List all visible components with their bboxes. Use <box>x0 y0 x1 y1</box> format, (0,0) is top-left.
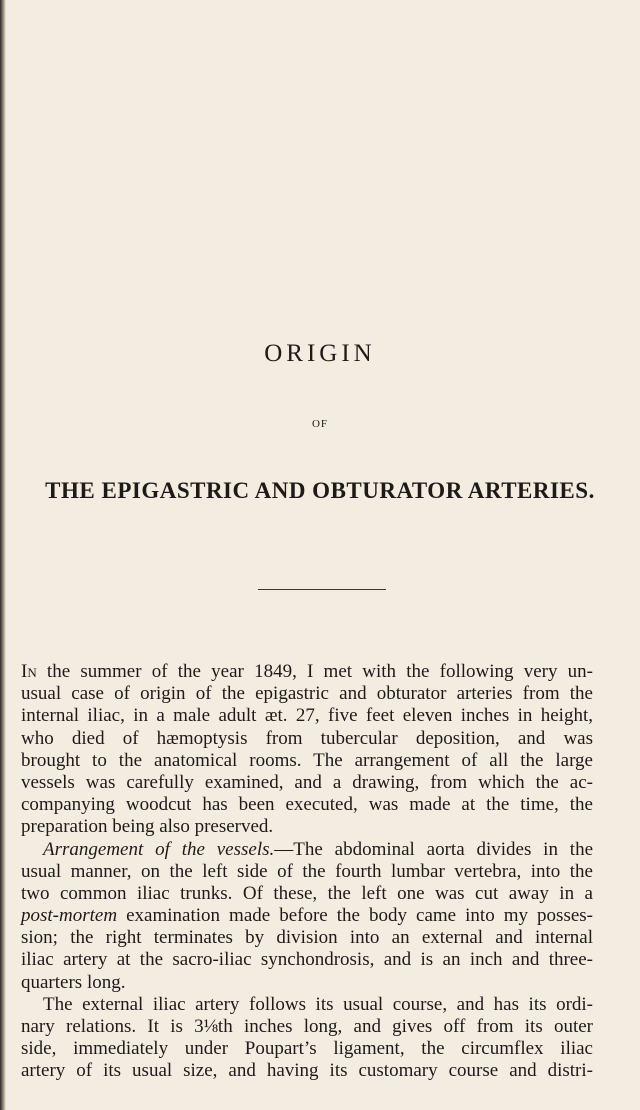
text-line: The external iliac artery follows its usual course, and has its ordi- <box>43 993 593 1015</box>
section-heading-italic: Arrangement of the vessels. <box>43 838 275 860</box>
text-line: usual manner, on the left side of the fourth lumbar vertebra, into the <box>21 860 593 882</box>
title-origin: ORIGIN <box>264 340 376 367</box>
text-line: preparation being also preserved. <box>21 816 274 838</box>
body-text <box>21 661 593 1083</box>
text-line: iliac artery at the sacro-iliac synchondrosis, and is an inch and three- <box>21 949 593 971</box>
text-span: the summer of the year 1849, I met with the following very un- <box>36 661 593 682</box>
text-line: artery of its usual size, and having its customary course and distri- <box>21 1060 593 1082</box>
text-line: companying woodcut has been executed, was made at the time, the <box>21 794 593 816</box>
text-line: nary relations. It is 3⅛th inches long, and gives off from its outer <box>21 1016 593 1037</box>
text-line: internal iliac, in a male adult æt. 27, five feet eleven inches in height, <box>21 705 593 727</box>
text-line: quarters long. <box>21 971 126 993</box>
italic-term: post-mortem <box>21 905 118 927</box>
title-divider-rule <box>258 589 386 590</box>
text-span: —The abdominal aorta divides in the <box>274 838 594 860</box>
text-line <box>21 839 593 861</box>
text-line <box>21 905 593 927</box>
text-line: usual case of origin of the epigastric and obturator arteries from the <box>21 683 593 705</box>
text-line: vessels was carefully examined, and a drawing, from which the ac- <box>21 771 593 793</box>
title-main: THE EPIGASTRIC AND OBTURATOR ARTERIES. <box>45 478 595 503</box>
text-span: examination made before the body came into my posses- <box>117 905 593 927</box>
text-line: sion; the right terminates by division into an external and internal <box>21 927 593 949</box>
title-of: OF <box>311 418 329 430</box>
text-line: brought to the anatomical rooms. The arrangement of all the large <box>21 749 593 771</box>
text-line: who died of hæmoptysis from tubercular deposition, and was <box>21 727 593 749</box>
text-line: two common iliac trunks. Of these, the left one was cut away in a <box>21 882 593 904</box>
drop-word: In <box>21 661 37 682</box>
text-line: side, immediately under Poupart’s ligament, the circumflex iliac <box>21 1038 593 1060</box>
text-line <box>21 661 593 683</box>
